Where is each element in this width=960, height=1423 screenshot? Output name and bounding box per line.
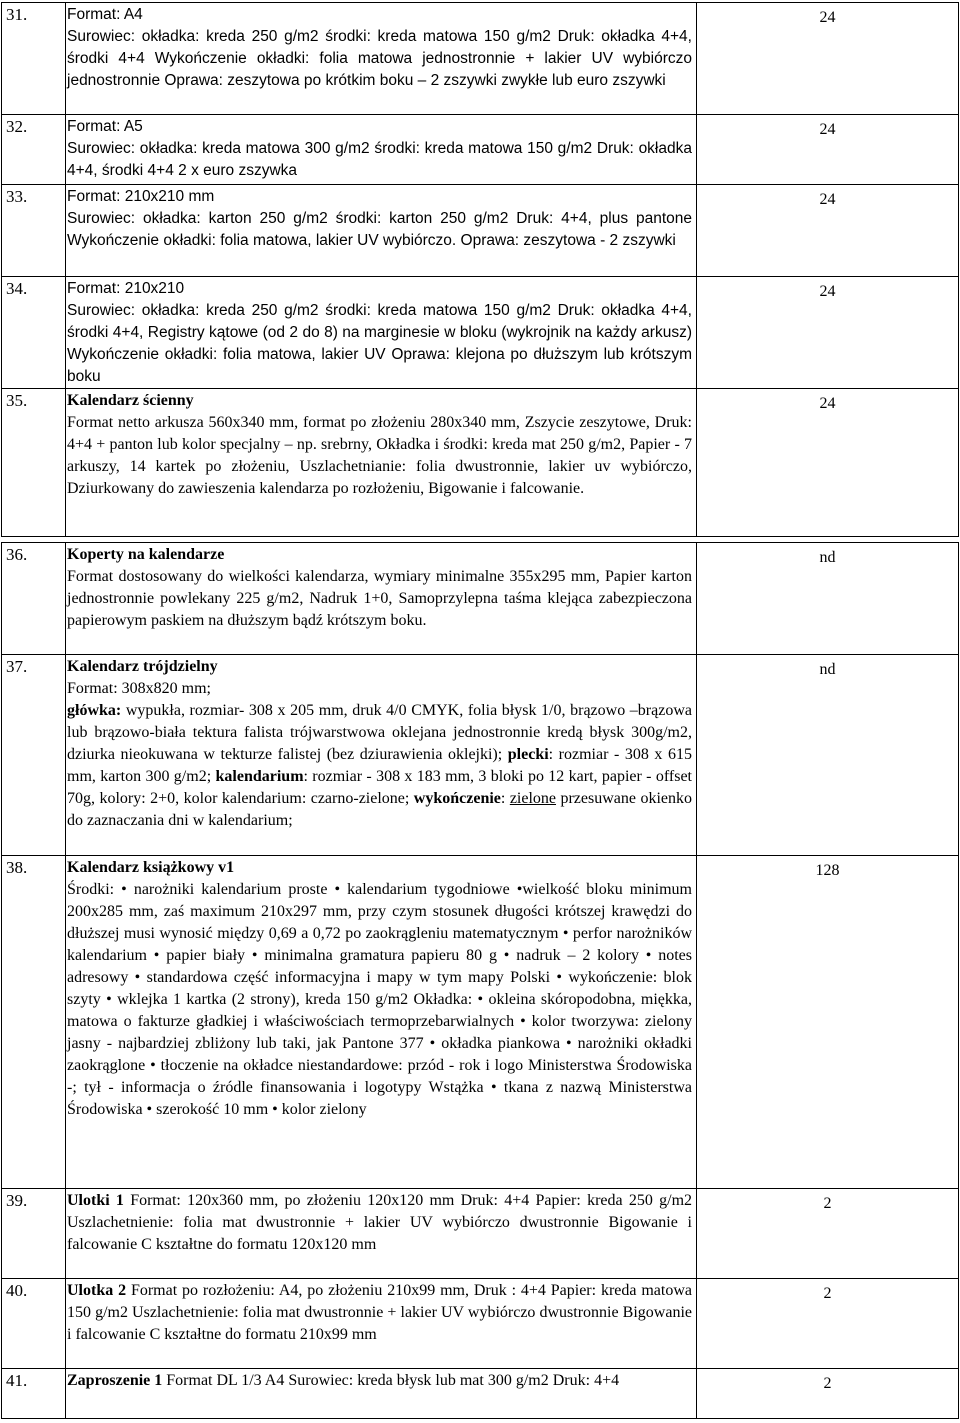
row-number: 32. xyxy=(2,115,66,185)
row-quantity: 24 xyxy=(697,389,959,537)
row-number: 34. xyxy=(2,277,66,389)
row-quantity: 24 xyxy=(697,3,959,115)
row-description: Format: 210x210 Surowiec: okładka: kreda 250 g/m2 środki: kreda matowa 150 g/m2 Druk: okładka 4+4, środki 4+4, Registry kątowe (od 2 do 8) na marginesie w bloku (wykrojnik na każdy arkusz) Wykończenie okładki: folia matowa, lakier UV Oprawa: klejona po dłuższym lub krótszym boku xyxy=(66,277,697,389)
row-quantity: 24 xyxy=(697,185,959,277)
row-number: 35. xyxy=(2,389,66,537)
table-row xyxy=(2,543,959,655)
row-number: 38. xyxy=(2,856,66,1189)
row-quantity: 2 xyxy=(697,1189,959,1279)
item-title: Zaproszenie 1 xyxy=(67,1372,163,1389)
table-row xyxy=(2,856,959,1189)
row-quantity: nd xyxy=(697,655,959,856)
item-title: Kalendarz trójdzielny xyxy=(67,658,218,675)
item-title: Koperty na kalendarze xyxy=(67,546,225,563)
item-format: Format: 308x820 mm; xyxy=(67,680,211,697)
row-quantity: 128 xyxy=(697,856,959,1189)
specification-table-top xyxy=(1,2,959,537)
item-body: Format DL 1/3 A4 Surowiec: kreda błysk lub mat 300 g/m2 Druk: 4+4 xyxy=(162,1372,620,1389)
row-description xyxy=(66,1369,697,1419)
row-description xyxy=(66,543,697,655)
row-quantity: 2 xyxy=(697,1369,959,1419)
row-quantity: 24 xyxy=(697,277,959,389)
item-body: Format: 120x360 mm, po złożeniu 120x120 mm Druk: 4+4 Papier: kreda 250 g/m2 Uszlachetnienie: folia mat dwustronnie + lakier UV wybiórczo dwustronnie Bigowanie i falcowanie C kształtne do formatu 120x120 mm xyxy=(67,1192,693,1253)
table-row xyxy=(2,1369,959,1419)
row-description: Format: 210x210 mm Surowiec: okładka: karton 250 g/m2 środki: karton 250 g/m2 Druk: 4+4, plus pantone Wykończenie okładki: folia matowa, lakier UV wybiórczo. Oprawa: zeszytowa - 2 zszywki xyxy=(66,185,697,277)
item-body: główka: wypukła, rozmiar- 308 x 205 mm, druk 4/0 CMYK, folia błysk 1/0, brązowo –brązowa lub brązowo-biała tektura falista trójwarstwowa oklejana jednostronnie kredą błysk 300g/m2, dziurka nieokuwana w tekturze falistej (bez dziurawienia oklejki); plecki: rozmiar - 308 x 615 mm, karton 300 g/m2; kalendarium: rozmiar - 308 x 183 mm, 3 bloki po 12 kart, papier - offset 70g, kolory: 2+0, kolor kalendarium: czarno-zielone; wykończenie: zielone przesuwane okienko do zaznaczania dni w kalendarium; xyxy=(67,702,693,829)
row-description xyxy=(66,389,697,537)
row-description xyxy=(66,1189,697,1279)
row-description: Format: A5 Surowiec: okładka: kreda matowa 300 g/m2 środki: kreda matowa 150 g/m2 Druk: okładka 4+4, środki 4+4 2 x euro zszywka xyxy=(66,115,697,185)
row-description: Format: A4 Surowiec: okładka: kreda 250 g/m2 środki: kreda matowa 150 g/m2 Druk: okładka 4+4, środki 4+4 Wykończenie okładki: folia matowa jednostronnie + lakier UV wybiórczo jednostronnie Oprawa: zeszytowa po krótkim boku – 2 zszywki zwykłe lub euro zszywki xyxy=(66,3,697,115)
row-number: 31. xyxy=(2,3,66,115)
specification-table-bottom xyxy=(1,542,959,1419)
row-number: 37. xyxy=(2,655,66,856)
row-number: 41. xyxy=(2,1369,66,1419)
table-row xyxy=(2,277,959,389)
table-row xyxy=(2,185,959,277)
row-description xyxy=(66,655,697,856)
table-row xyxy=(2,655,959,856)
row-number: 33. xyxy=(2,185,66,277)
row-quantity: 24 xyxy=(697,115,959,185)
row-number: 40. xyxy=(2,1279,66,1369)
row-description xyxy=(66,1279,697,1369)
table-row xyxy=(2,3,959,115)
row-number: 39. xyxy=(2,1189,66,1279)
row-description xyxy=(66,856,697,1189)
row-number: 36. xyxy=(2,543,66,655)
table-row xyxy=(2,115,959,185)
row-quantity: 2 xyxy=(697,1279,959,1369)
row-quantity: nd xyxy=(697,543,959,655)
item-title: Ulotka 2 xyxy=(67,1282,127,1299)
table-row xyxy=(2,389,959,537)
item-body: Środki: • narożniki kalendarium proste • kalendarium tygodniowe •wielkość bloku minimum 200x285 mm, zaś maximum 210x297 mm, przy czym stosunek długości krótszej krawędzi do dłuższej musi wynosić między 0,69 a 0,72 po zaokrągleniu matematycznym • perfor narożników kalendarium • papier biały • minimalna gramatura papieru 80 g • nadruk – 2 kolory • notes adresowy • standardowa część informacyjna i mapy w tym mapy Polski • wykończenie: blok szyty • wklejka 1 kartka (2 strony), kreda 150 g/m2 Okładka: • okleina skóropodobna, miękka, matowa o fakturze gładkiej i właściwościach termoprzebarwialnych • kolor tworzywa: zielony jasny - najbardziej zbliżony lub taki, jak Pantone 377 • okładka piankowa • narożniki okładki zaokrąglone • tłoczenie na okładce niestandardowe: przód - rok i logo Ministerstwa Środowiska -; tył - informacja o źródle finansowania i logotypy Wstążka • tkana z nazwą Ministerstwa Środowiska • szerokość 10 mm • kolor zielony xyxy=(67,881,692,1118)
item-body: Format netto arkusza 560x340 mm, format po złożeniu 280x340 mm, Zszycie zeszytowe, Druk: 4+4 + panton lub kolor specjalny – np. srebrny, Okładka i środki: kreda mat 250 g/m2, Papier - 7 arkuszy, 14 kartek po złożeniu, Uszlachetnianie: folia dwustronnie, lakier uv wybiórczo, Dziurkowany do zawieszenia kalendarza po rozłożeniu, Bigowanie i falcowanie. xyxy=(67,414,692,497)
item-title: Kalendarz książkowy v1 xyxy=(67,859,235,876)
item-title: Ulotki 1 xyxy=(67,1192,124,1209)
item-body: Format po rozłożeniu: A4, po złożeniu 210x99 mm, Druk : 4+4 Papier: kreda matowa 150 g/m2 Uszlachetnienie: folia mat dwustronnie + lakier UV wybiórczo dwustronnie Bigowanie i falcowanie C kształtne do formatu 210x99 mm xyxy=(67,1282,692,1343)
item-body: Format dostosowany do wielkości kalendarza, wymiary minimalne 355x295 mm, Papier karton jednostronnie powlekany 225 g/m2, Nadruk 1+0, Samoprzylepna taśma klejąca zabezpieczona papierowym paskiem na dłuższym bądź krótszym boku. xyxy=(67,568,692,629)
item-title: Kalendarz ścienny xyxy=(67,392,194,409)
table-row xyxy=(2,1189,959,1279)
table-row xyxy=(2,1279,959,1369)
